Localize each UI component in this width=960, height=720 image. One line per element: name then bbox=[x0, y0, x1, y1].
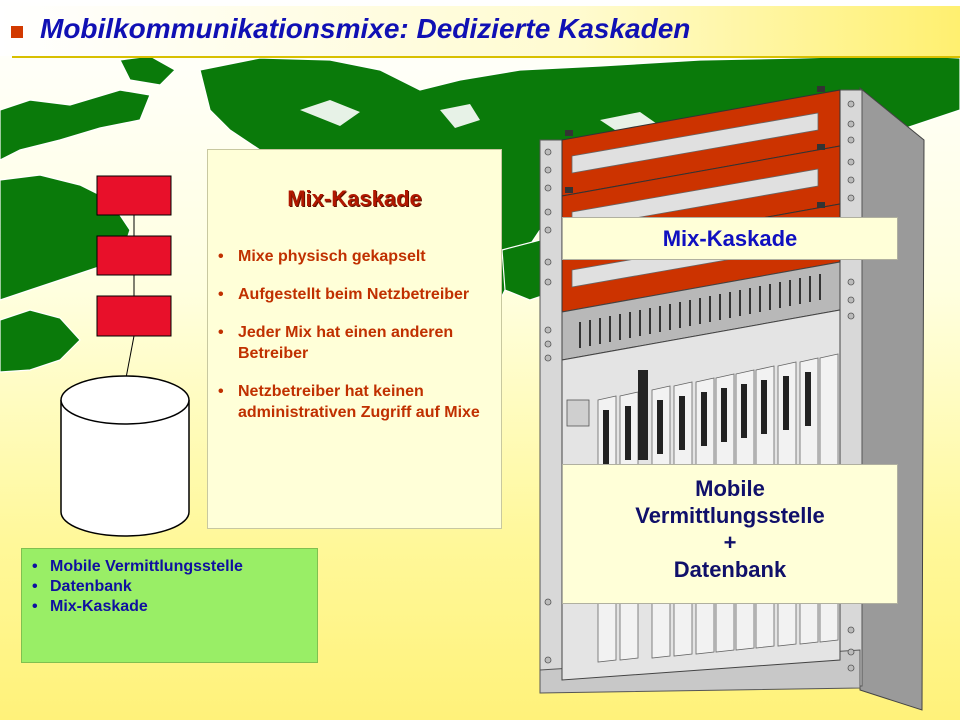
mix-box-2 bbox=[97, 236, 171, 275]
callout-list bbox=[218, 246, 493, 440]
mix-cascade-label: Mix-Kaskade bbox=[562, 217, 898, 260]
mix-box-1 bbox=[97, 176, 171, 215]
page-title: Mobilkommunikationsmixe: Dedizierte Kaskaden bbox=[40, 13, 691, 44]
rack-cabinet-icon bbox=[540, 86, 924, 710]
callout-title: Mix-Kaskade bbox=[287, 186, 422, 211]
mix-cascade-callout bbox=[207, 149, 502, 529]
switching-center-line: Datenbank bbox=[673, 557, 787, 582]
callout-item: • Aufgestellt beim Netzbetreiber bbox=[218, 284, 493, 305]
legend-list bbox=[22, 549, 317, 617]
legend-item: • Datenbank bbox=[32, 577, 317, 597]
switching-center-line: + bbox=[723, 530, 737, 555]
database-icon bbox=[61, 376, 189, 536]
legend-item: • Mobile Vermittlungsstelle bbox=[32, 557, 317, 577]
connector-line-db bbox=[126, 336, 134, 378]
switching-center-line: Vermittlungsstelle bbox=[635, 503, 825, 528]
callout-item: • Netzbetreiber hat keinen administrativen Zugriff auf Mixe bbox=[218, 381, 493, 423]
callout-item: • Mixe physisch gekapselt bbox=[218, 246, 493, 267]
switching-center-label bbox=[562, 464, 898, 604]
switching-center-line: Mobile bbox=[695, 476, 765, 501]
callout-item: • Jeder Mix hat einen anderen Betreiber bbox=[218, 322, 493, 364]
mix-box-3 bbox=[97, 296, 171, 336]
legend-box bbox=[21, 548, 318, 663]
legend-item: • Mix-Kaskade bbox=[32, 597, 317, 617]
